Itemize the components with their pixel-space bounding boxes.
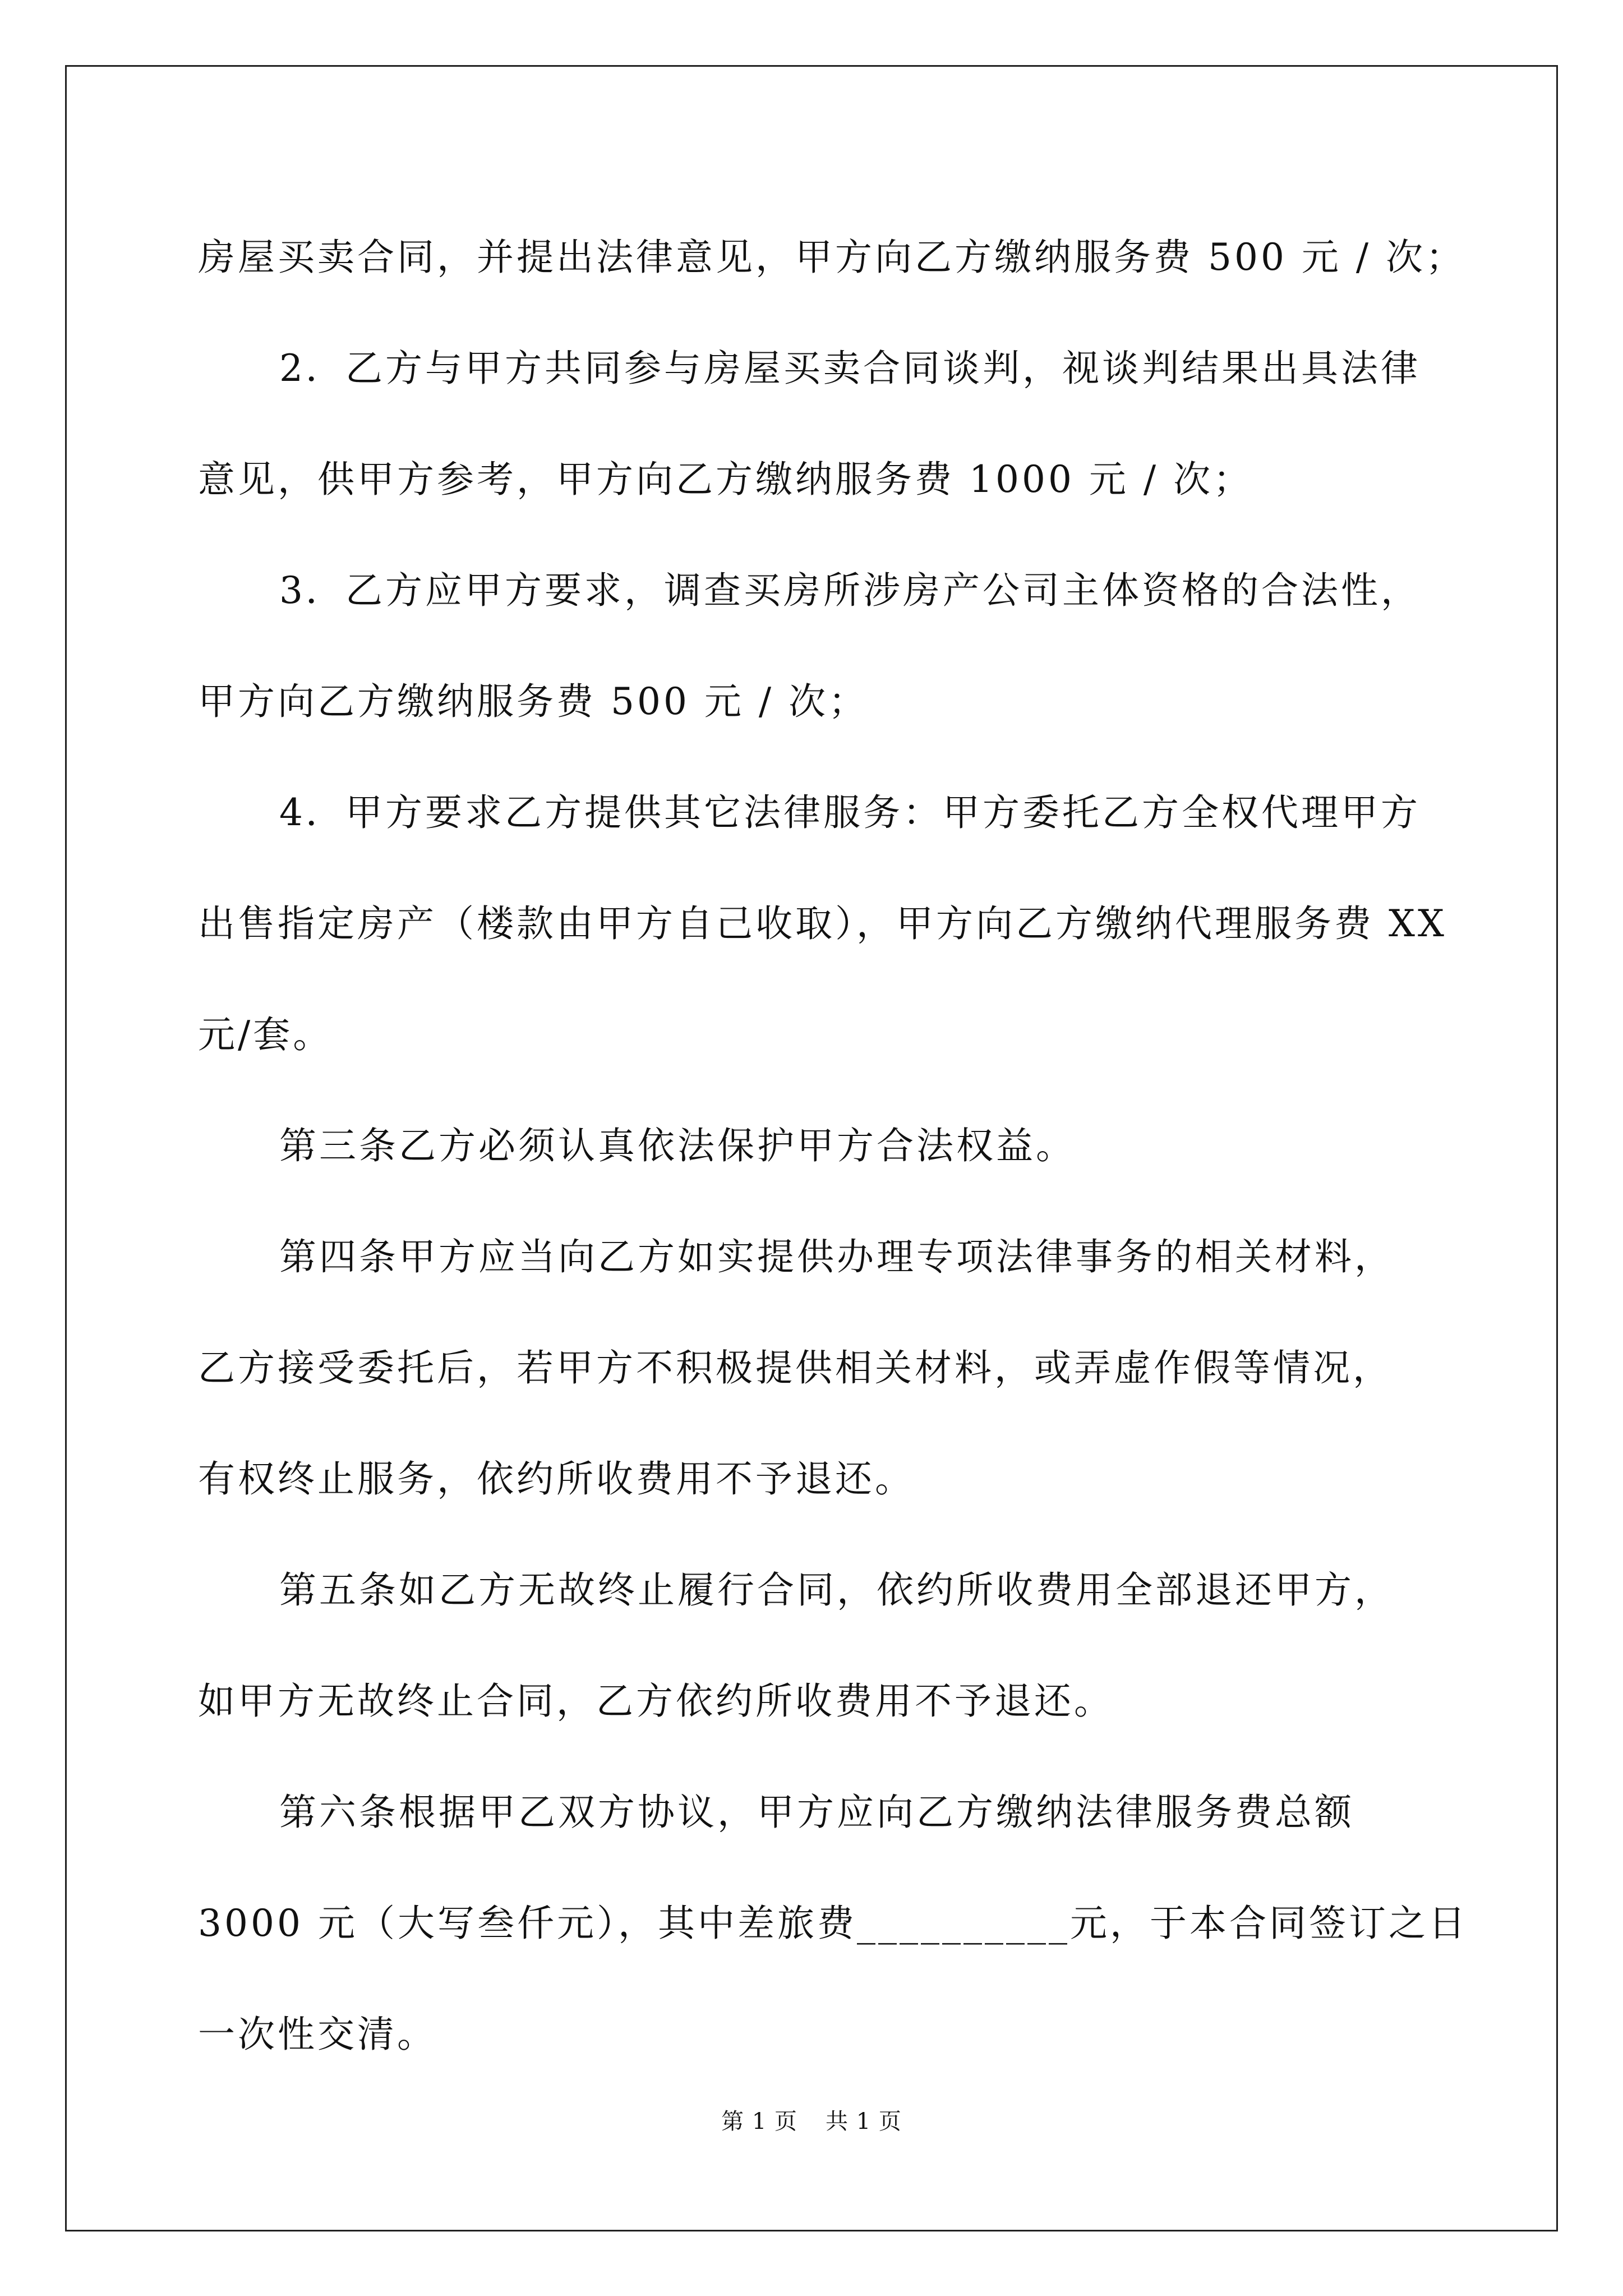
body-line: 2．乙方与甲方共同参与房屋买卖合同谈判，视谈判结果出具法律 xyxy=(279,347,1421,390)
body-line: 甲方向乙方缴纳服务费 500 元 / 次； xyxy=(198,680,869,723)
page-number-current: 第 1 页 xyxy=(721,2109,797,2134)
document-body xyxy=(198,202,1468,2090)
body-line: 有权终止服务，依约所收费用不予退还。 xyxy=(198,1457,915,1501)
body-line: 3000 元（大写叁仟元），其中差旅费__________元，于本合同签订之日 xyxy=(198,1902,1468,1945)
body-line: 第四条甲方应当向乙方如实提供办理专项法律事务的相关材料， xyxy=(279,1235,1394,1278)
body-line: 第五条如乙方无故终止履行合同，依约所收费用全部退还甲方， xyxy=(279,1568,1394,1612)
body-line: 出售指定房产（楼款由甲方自己收取），甲方向乙方缴纳代理服务费 XX xyxy=(198,902,1447,945)
body-line: 4．甲方要求乙方提供其它法律服务：甲方委托乙方全权代理甲方 xyxy=(279,791,1421,834)
body-line: 意见，供甲方参考，甲方向乙方缴纳服务费 1000 元 / 次； xyxy=(198,458,1253,501)
body-line: 如甲方无故终止合同，乙方依约所收费用不予退还。 xyxy=(198,1680,1114,1723)
page-footer xyxy=(0,2105,1623,2138)
page-number-total: 共 1 页 xyxy=(826,2109,902,2134)
body-line: 一次性交清。 xyxy=(198,2013,437,2056)
body-line: 房屋买卖合同，并提出法律意见，甲方向乙方缴纳服务费 500 元 / 次； xyxy=(198,236,1466,279)
body-line: 3．乙方应甲方要求，调查买房所涉房产公司主体资格的合法性， xyxy=(279,569,1421,612)
body-line: 第三条乙方必须认真依法保护甲方合法权益。 xyxy=(279,1124,1076,1167)
body-line: 乙方接受委托后，若甲方不积极提供相关材料，或弄虚作假等情况， xyxy=(198,1346,1393,1389)
body-line: 元/套。 xyxy=(198,1013,333,1056)
body-line: 第六条根据甲乙双方协议，甲方应向乙方缴纳法律服务费总额 xyxy=(279,1791,1354,1834)
